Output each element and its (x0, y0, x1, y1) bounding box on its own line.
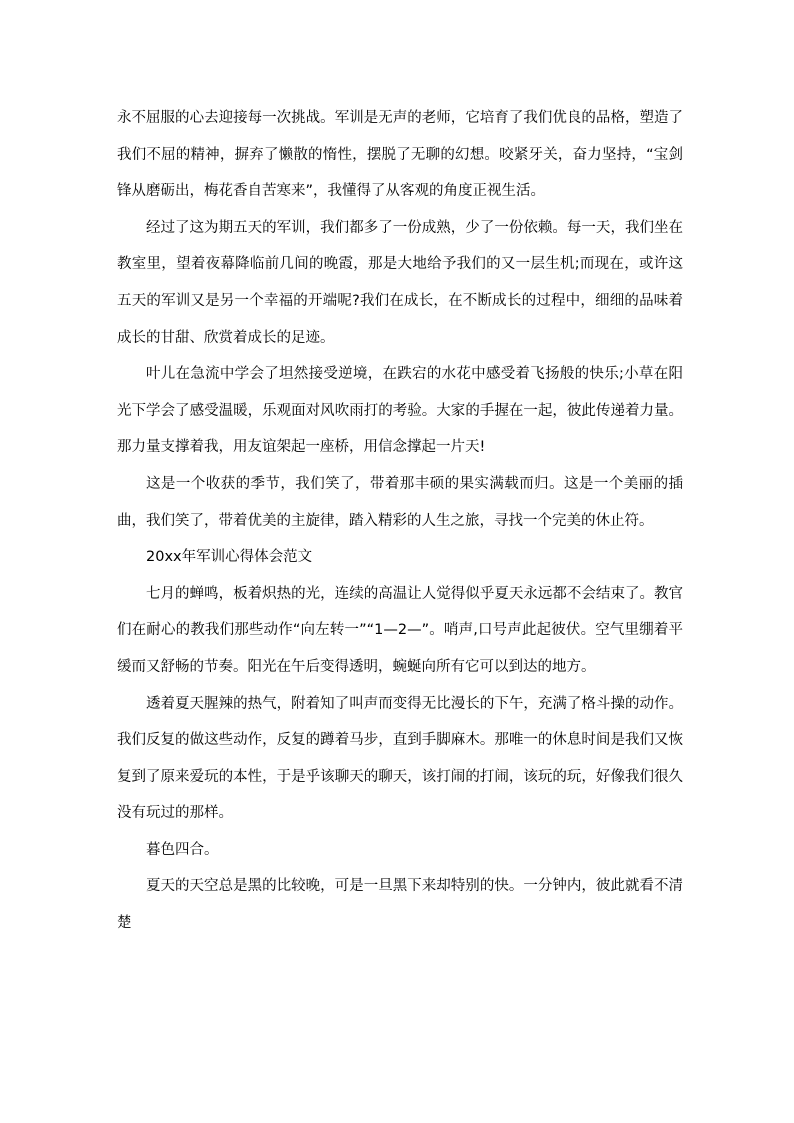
paragraph-6: 透着夏天腥辣的热气，附着知了叫声而变得无比漫长的下午，充满了格斗操的动作。我们反复的做这些动作，反复的蹲着马步，直到手脚麻木。那唯一的休息时间是我们又恢复到了原来爱玩的本性，于是乎该聊天的聊天，该打闹的打闹，该玩的玩，好像我们很久没有玩过的那样。 (117, 695, 683, 822)
paragraph-7: 暮色四合。 (146, 841, 219, 858)
paragraph-1: 永不屈服的心去迎接每一次挑战。军训是无声的老师，它培育了我们优良的品格，塑造了我们不屈的精神，摒弃了懒散的惰性，摆脱了无聊的幻想。咬紧牙关，奋力坚持，“宝剑锋从磨砺出，梅花香自苦寒来”，我懂得了从客观的角度正视生活。 (117, 110, 683, 200)
paragraph-3: 叶儿在急流中学会了坦然接受逆境，在跌宕的水花中感受着飞扬般的快乐;小草在阳光下学会了感受温暖，乐观面对风吹雨打的考验。大家的手握在一起，彼此传递着力量。那力量支撑着我，用友谊架起一座桥，用信念撑起一片天! (117, 366, 683, 456)
paragraph-8: 夏天的天空总是黑的比较晚，可是一旦黑下来却特别的快。一分钟内，彼此就看不清楚 (117, 878, 683, 932)
section-heading: 20xx年军训心得体会范文 (146, 549, 313, 566)
paragraph-4: 这是一个收获的季节，我们笑了，带着那丰硕的果实满载而归。这是一个美丽的插曲，我们笑了，带着优美的主旋律，踏入精彩的人生之旅，寻找一个完美的休止符。 (117, 475, 683, 529)
document-body (117, 100, 683, 942)
paragraph-5: 七月的蝉鸣，板着炽热的光，连续的高温让人觉得似乎夏天永远都不会结束了。教官们在耐心的教我们那些动作“向左转一”“1—2—”。哨声,口号声此起彼伏。空气里绷着平缓而又舒畅的节奏。阳光在午后变得透明，蜿蜒向所有它可以到达的地方。 (117, 585, 683, 675)
paragraph-2: 经过了这为期五天的军训，我们都多了一份成熟，少了一份依赖。每一天，我们坐在教室里，望着夜幕降临前几间的晚霞，那是大地给予我们的又一层生机;而现在，或许这五天的军训又是另一个幸福的开端呢?我们在成长，在不断成长的过程中，细细的品味着成长的甘甜、欣赏着成长的足迹。 (117, 219, 683, 346)
